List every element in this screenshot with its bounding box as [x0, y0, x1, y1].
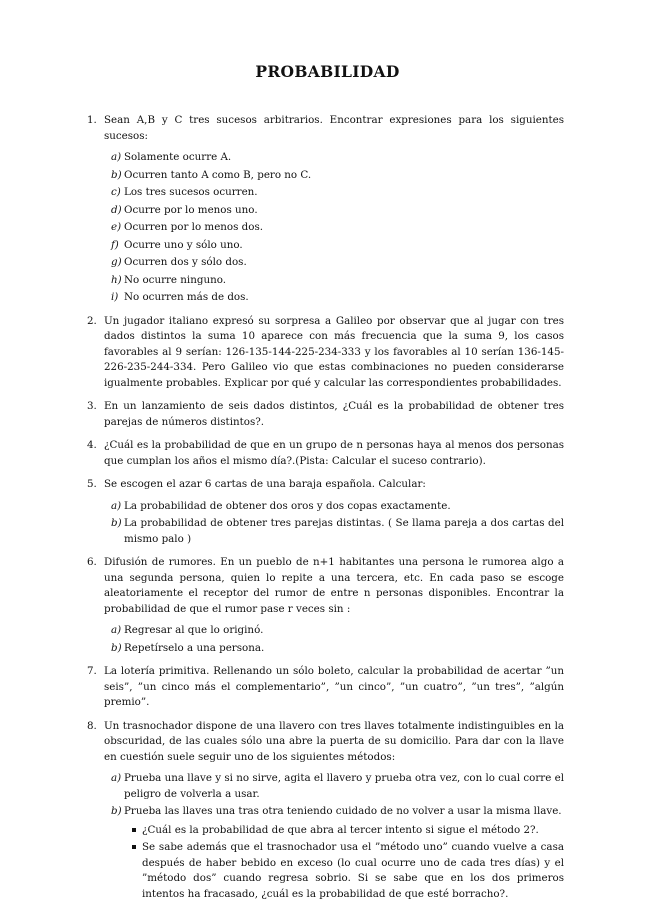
sub-item-text: Prueba las llaves una tras otra teniendo cuidado de no volver a usar la misma llave.: [124, 805, 562, 817]
sub-item-text: Ocurren tanto A como B, pero no C.: [124, 168, 312, 181]
square-bullet-icon: [132, 845, 136, 849]
problem-text: La lotería primitiva. Rellenando un sólo boleto, calcular la probabilidad de acertar ”un seis”, ”un cinco más el complementario”, ”un cinco”, ”un cuatro”, ”un tres”, ”algún premio”.: [104, 665, 564, 708]
bullet-text: ¿Cuál es la probabilidad de que abra al tercer intento si sigue el método 2?.: [142, 823, 539, 836]
problem-number: 4.: [87, 439, 97, 451]
problem-text: Un jugador italiano expresó su sorpresa a Galileo por observar que al jugar con tres dados distintos la suma 10 aparece con más frecuencia que la suma 9, los casos favorables al 9 serían: 126-135-144-225-234-333 y los favorables al 10 serían 136-145-226-235-244-334. Pero Galileo vio que estas combinaciones no pueden considerarse igualmente probables. Explicar por qué y calcular las correspondientes probabilidades.: [104, 314, 564, 389]
problem-text: Sean A,B y C tres sucesos arbitrarios. Encontrar expresiones para los siguientes sucesos:: [104, 114, 564, 142]
problem-text: Se escogen el azar 6 cartas de una baraja española. Calcular:: [104, 478, 426, 490]
bullet-item: [124, 840, 564, 902]
problem-number: 2.: [87, 314, 97, 327]
sub-item-list: [104, 771, 564, 902]
sub-item-list: [104, 499, 564, 548]
sub-item-letter: d): [111, 203, 122, 216]
problem-text: En un lanzamiento de seis dados distintos, ¿Cuál es la probabilidad de obtener tres parejas de números distintos?.: [104, 400, 564, 428]
sub-item-letter: f): [111, 238, 119, 251]
sub-item-text: Repetírselo a una persona.: [124, 641, 265, 654]
sub-item-text: Ocurren por lo menos dos.: [124, 221, 264, 233]
sub-item: [104, 168, 564, 184]
sub-item-text: Ocurren dos y sólo dos.: [124, 256, 247, 268]
bullet-item: [124, 823, 564, 839]
problem-number: 7.: [87, 665, 97, 677]
sub-item: [104, 516, 564, 547]
sub-item-letter: a): [111, 624, 122, 636]
sub-item-text: Ocurre uno y sólo uno.: [124, 238, 243, 251]
sub-item-text: Ocurre por lo menos uno.: [124, 203, 258, 216]
problem-2: [87, 314, 564, 392]
problem-text: Un trasnochador dispone de una llavero con tres llaves totalmente indistinguibles en la obscuridad, de las cuales sólo una abre la puerta de su domicilio. Para dar con la llave en cuestión suele seguir uno de los siguientes métodos:: [104, 719, 564, 763]
sub-item: [104, 150, 564, 166]
sub-item-letter: b): [111, 641, 122, 654]
sub-item: [104, 273, 564, 289]
problem-4: [87, 438, 564, 469]
problem-number: 1.: [87, 114, 97, 126]
sub-item: [104, 203, 564, 219]
sub-item-text: Solamente ocurre A.: [124, 151, 232, 163]
bullet-text: Se sabe además que el trasnochador usa el ”método uno” cuando vuelve a casa después de haber bebido en exceso (lo cual ocurre uno de cada tres días) y el ”método dos” cuando regresa sobrio. Si se sabe que en los dos primeros intentos ha fracasado, ¿cuál es la probabilidad de que esté borracho?.: [142, 841, 564, 900]
sub-item: [104, 255, 564, 271]
sub-item: [104, 290, 564, 306]
sub-item-text: No ocurre ninguno.: [124, 273, 226, 286]
sub-item-letter: g): [111, 256, 122, 268]
problem-8: [87, 719, 564, 903]
problem-number: 3.: [87, 400, 97, 412]
problem-list: [87, 113, 564, 910]
square-bullet-icon: [132, 828, 136, 832]
problem-number: 6.: [87, 556, 97, 568]
problem-text: Difusión de rumores. En un pueblo de n+1 habitantes una persona le rumorea algo a una segunda persona, quien lo repite a una tercera, etc. En cada paso se escoge aleatoriamente el receptor del rumor de entre n personas disponibles. Encontrar la probabilidad de que el rumor pase r veces sin :: [104, 556, 564, 615]
sub-item-text: La probabilidad de obtener tres parejas distintas. ( Se llama pareja a dos cartas del mismo palo ): [124, 517, 564, 545]
problem-3: [87, 399, 564, 430]
problem-1: [87, 113, 564, 306]
sub-item: [104, 499, 564, 515]
sub-item: [104, 623, 564, 639]
problem-7: [87, 664, 564, 711]
sub-item: [104, 185, 564, 201]
sub-item-list: [104, 623, 564, 656]
bullet-list: [124, 823, 564, 903]
sub-item-text: No ocurren más de dos.: [124, 291, 249, 303]
sub-item-text: La probabilidad de obtener dos oros y dos copas exactamente.: [124, 499, 451, 512]
sub-item-text: Los tres sucesos ocurren.: [124, 186, 258, 198]
sub-item: [104, 220, 564, 236]
sub-item-text: Prueba una llave y si no sirve, agita el llavero y prueba otra vez, con lo cual corre el peligro de volverla a usar.: [124, 772, 564, 800]
sub-item-letter: b): [111, 805, 122, 817]
sub-item-list: [104, 150, 564, 306]
sub-item: [104, 238, 564, 254]
sub-item-letter: h): [111, 273, 122, 286]
page-title: PROBABILIDAD: [255, 62, 400, 81]
sub-item-letter: b): [111, 168, 122, 181]
sub-item-letter: a): [111, 772, 122, 784]
sub-item-letter: a): [111, 499, 122, 512]
sub-item-letter: b): [111, 517, 122, 529]
problem-5: [87, 477, 564, 547]
sub-item-text: Regresar al que lo originó.: [124, 624, 264, 636]
sub-item: [104, 804, 564, 902]
sub-item: [104, 641, 564, 657]
sub-item: [104, 771, 564, 802]
sub-item-letter: c): [111, 186, 121, 198]
problem-6: [87, 555, 564, 656]
sub-item-letter: i): [111, 291, 119, 303]
problem-text: ¿Cuál es la probabilidad de que en un grupo de n personas haya al menos dos personas que cumplan los años el mismo día?.(Pista: Calcular el suceso contrario).: [104, 439, 564, 467]
sub-item-letter: e): [111, 221, 122, 233]
problem-number: 8.: [87, 719, 97, 732]
problem-number: 5.: [87, 478, 97, 490]
sub-item-letter: a): [111, 151, 122, 163]
